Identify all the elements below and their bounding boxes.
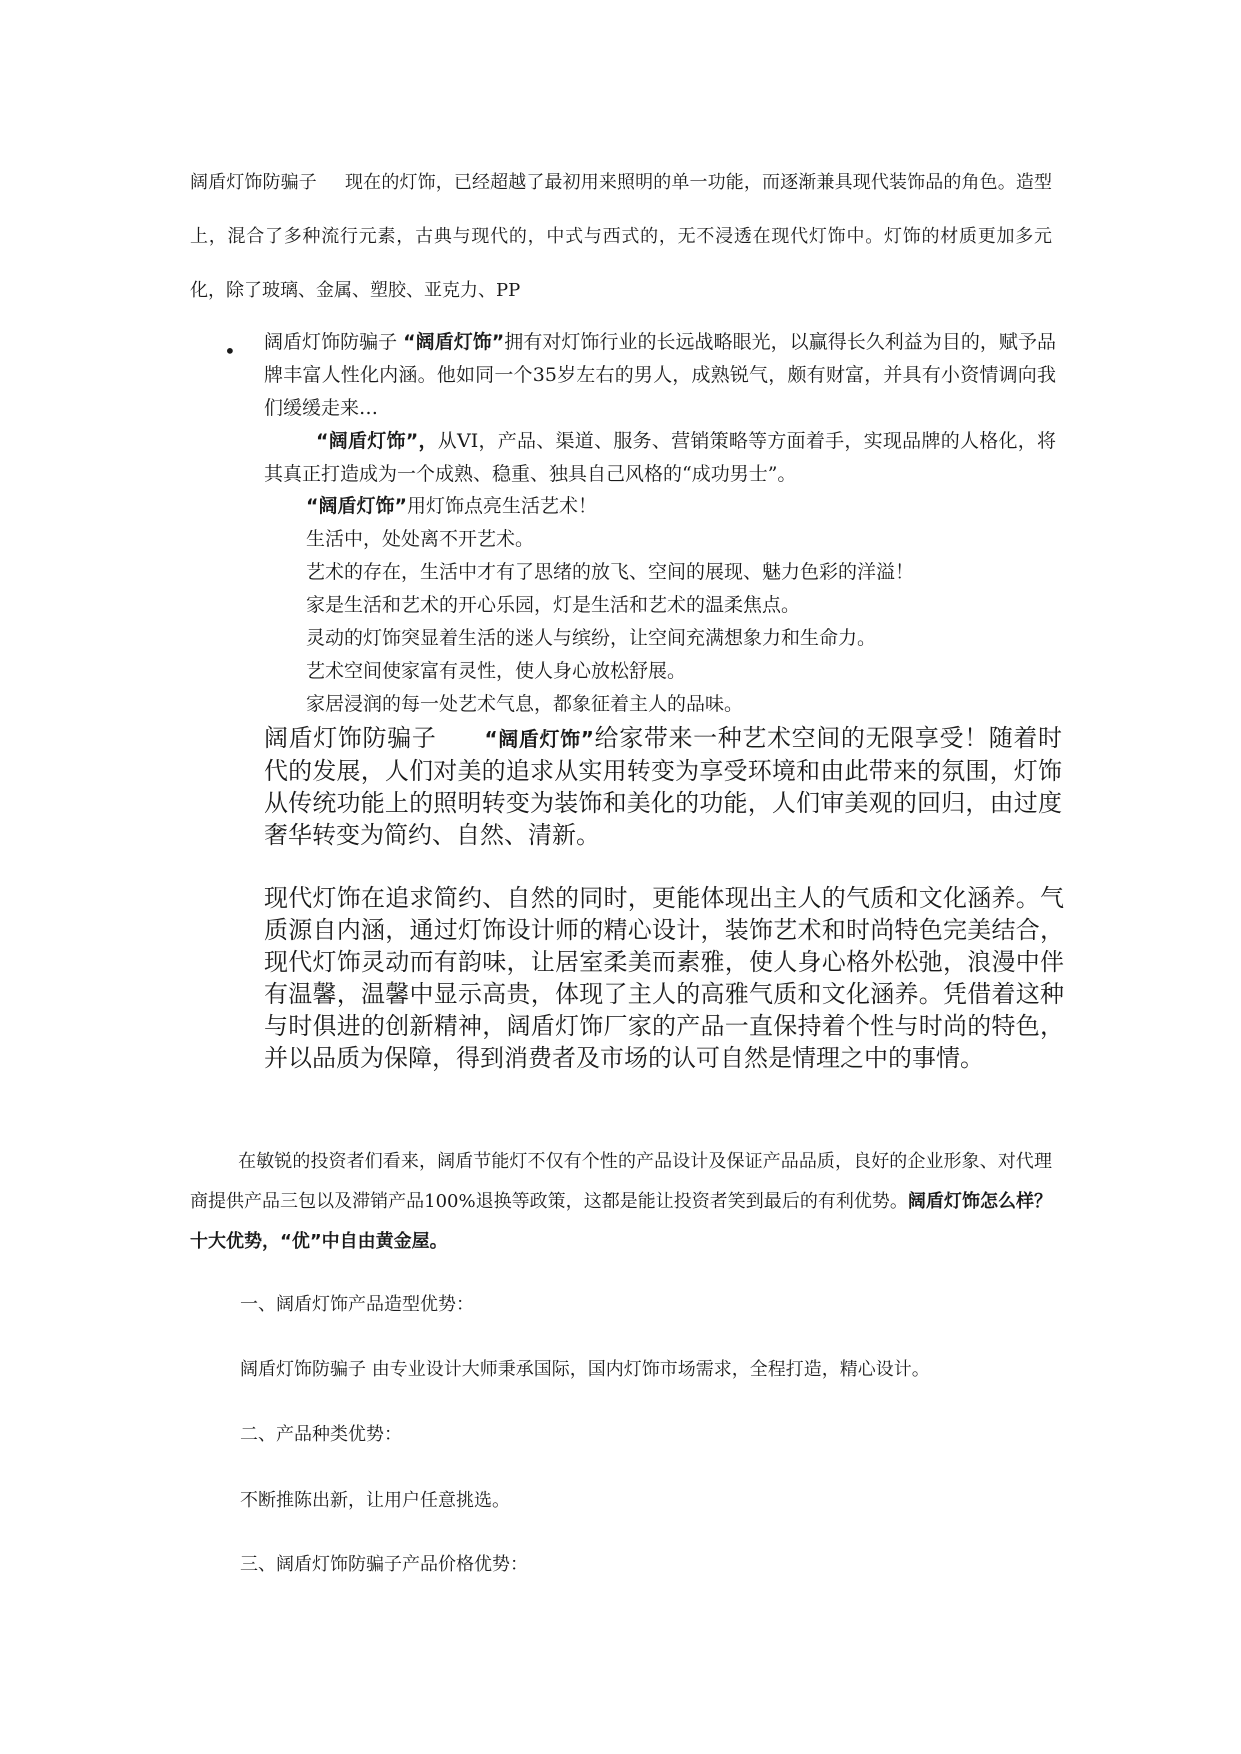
vi-paragraph bbox=[264, 425, 1056, 491]
investor-text: 在敏锐的投资者们看来，阔盾节能灯不仅有个性的产品设计及保证产品品质，良好的企业形象、对代理商提供产品三包以及滞销产品100%退换等政策，这都是能让投资者笑到最后的有利优势。 bbox=[190, 1151, 1052, 1212]
section-3-heading: 三、阔盾灯饰防骗子产品价格优势： bbox=[240, 1554, 528, 1575]
brand-quote: “阔盾灯饰” bbox=[306, 495, 407, 517]
brand-quote: “阔盾灯饰”， bbox=[316, 430, 438, 452]
investor-paragraph bbox=[190, 1142, 1052, 1262]
large-paragraph-1 bbox=[264, 722, 1062, 851]
art-line: 家是生活和艺术的开心乐园，灯是生活和艺术的温柔焦点。 bbox=[306, 594, 801, 616]
section-1-text: 阔盾灯饰防骗子 由专业设计大师秉承国际，国内灯饰市场需求，全程打造，精心设计。 bbox=[240, 1359, 930, 1380]
bullet-text: 拥有对灯饰行业的长远战略眼光，以赢得长久利益为目的，赋予品牌丰富人性化内涵。他如同一个35岁左右的男人，成熟锐气，颇有财富，并具有小资情调向我们缓缓走来… bbox=[264, 331, 1056, 419]
section-1-heading: 一、阔盾灯饰产品造型优势： bbox=[240, 1294, 474, 1315]
intro-paragraph bbox=[190, 156, 1052, 318]
brand-quote: “阔盾灯饰” bbox=[403, 331, 505, 353]
art-line: 灵动的灯饰突显着生活的迷人与缤纷，让空间充满想象力和生命力。 bbox=[306, 627, 877, 649]
section-2-text: 不断推陈出新，让用户任意挑选。 bbox=[240, 1490, 510, 1511]
intro-text: 现在的灯饰，已经超越了最初用来照明的单一功能，而逐渐兼具现代装饰品的角色。造型上，混合了多种流行元素，古典与现代的，中式与西式的，无不浸透在现代灯饰中。灯饰的材质更加多元化，除了玻璃、金属、塑胶、亚克力、PP bbox=[190, 172, 1053, 301]
art-line: 生活中，处处离不开艺术。 bbox=[306, 528, 535, 550]
art-line: 艺术空间使家富有灵性，使人身心放松舒展。 bbox=[306, 660, 687, 682]
vi-text: 从VI，产品、渠道、服务、营销策略等方面着手，实现品牌的人格化，将其真正打造成为一个成熟、稳重、独具自己风格的“成功男士”。 bbox=[264, 430, 1056, 485]
section-2-heading: 二、产品种类优势： bbox=[240, 1424, 402, 1445]
bullet-marker: • bbox=[224, 339, 236, 363]
bullet-paragraph bbox=[264, 326, 1056, 425]
art-line: “阔盾灯饰”用灯饰点亮生活艺术！ bbox=[306, 495, 597, 517]
brand-quote: “阔盾灯饰” bbox=[484, 727, 594, 751]
bullet-lead: 阔盾灯饰防骗子 bbox=[264, 331, 398, 353]
art-line: 艺术的存在，生活中才有了思绪的放飞、空间的展现、魅力色彩的洋溢！ bbox=[306, 561, 915, 583]
large-paragraph-2: 现代灯饰在追求简约、自然的同时，更能体现出主人的气质和文化涵养。气质源自内涵，通过灯饰设计师的精心设计，装饰艺术和时尚特色完美结合，现代灯饰灵动而有韵味，让居室柔美而素雅，使人身心格外松弛，浪漫中伴有温馨，温馨中显示高贵，体现了主人的高雅气质和文化涵养。凭借着这种与时俱进的创新精神，阔盾灯饰厂家的产品一直保持着个性与时尚的特色，并以品质为保障，得到消费者及市场的认可自然是情理之中的事情。 bbox=[264, 884, 1064, 1072]
big-text: 给家带来一种艺术空间的无限享受！随着时代的发展，人们对美的追求从实用转变为享受环境和由此带来的氛围，灯饰从传统功能上的照明转变为装饰和美化的功能，人们审美观的回归，由过度奢华转变为简约、自然、清新。 bbox=[264, 724, 1062, 849]
art-lines bbox=[306, 490, 1056, 721]
investor-bold-text: 阔盾灯饰怎么样？十大优势，“优”中自由黄金屋。 bbox=[190, 1191, 1052, 1252]
art-line: 家居浸润的每一处艺术气息，都象征着主人的品味。 bbox=[306, 693, 744, 715]
big-lead: 阔盾灯饰防骗子 bbox=[264, 724, 437, 752]
intro-lead: 阔盾灯饰防骗子 bbox=[190, 172, 317, 193]
